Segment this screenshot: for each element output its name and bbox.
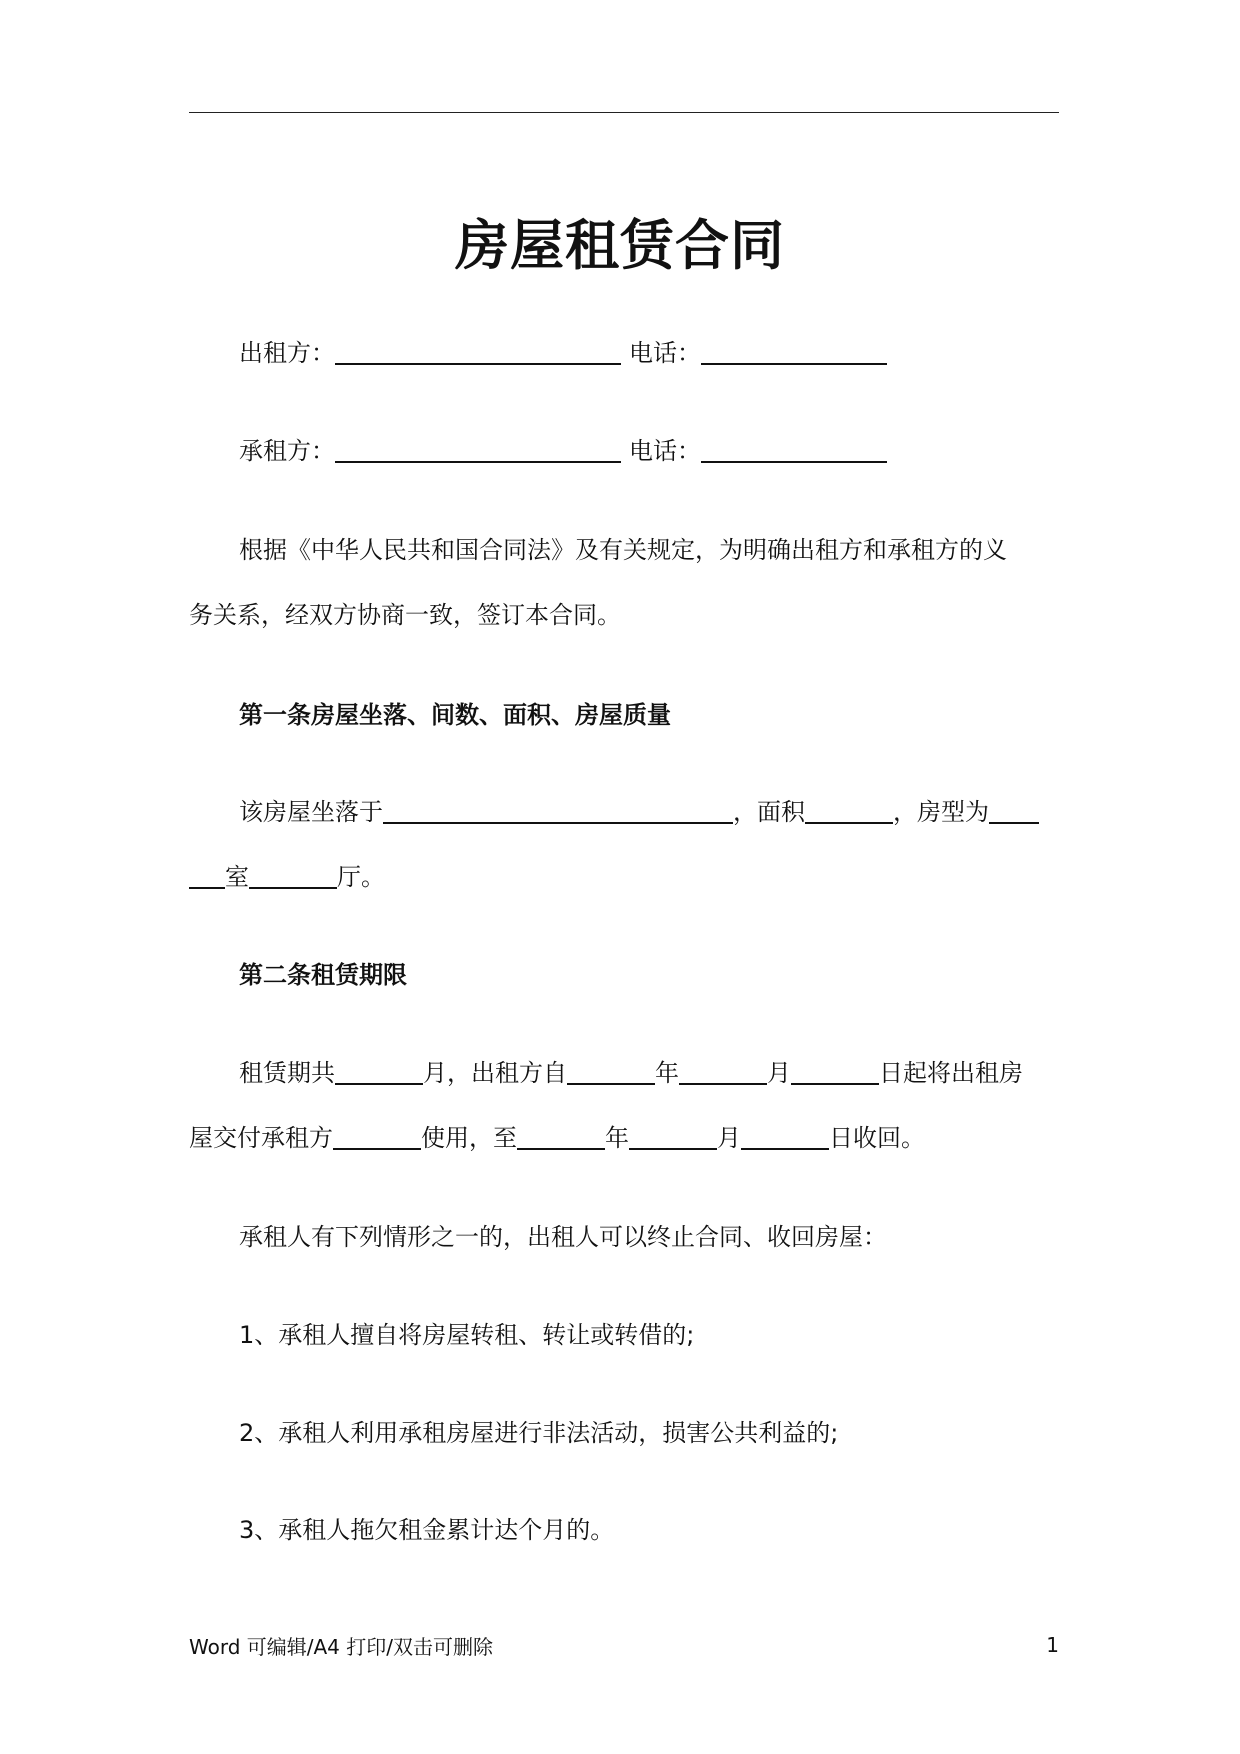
start-year-blank[interactable] [567, 1053, 655, 1085]
location-label: 该房屋坐落于 [239, 798, 383, 826]
end-day-blank[interactable] [741, 1118, 829, 1150]
lessee-name-blank[interactable] [335, 431, 621, 463]
end-day-label: 日收回。 [829, 1124, 925, 1152]
start-day-label: 日起将出租房 [879, 1059, 1023, 1087]
location-blank[interactable] [383, 792, 733, 824]
start-month-blank[interactable] [679, 1053, 767, 1085]
list-item: 3、承租人拖欠租金累计达个月的。 [239, 1516, 615, 1544]
room-type-blank-part1[interactable] [989, 792, 1039, 824]
halls-label: 厅。 [337, 863, 385, 891]
lease-months-blank[interactable] [335, 1053, 423, 1085]
halls-blank[interactable] [249, 857, 337, 889]
list-item: 2、承租人利用承租房屋进行非法活动，损害公共利益的; [239, 1419, 839, 1447]
rooms-label: 室 [225, 863, 249, 891]
area-label: ，面积 [733, 798, 805, 826]
article1-heading: 第一条房屋坐落、间数、面积、房屋质量 [239, 701, 671, 729]
usage-blank[interactable] [333, 1118, 421, 1150]
lessee-phone-blank[interactable] [701, 431, 887, 463]
article2-line2 [189, 1118, 925, 1158]
lessor-label: 出租方： [239, 339, 335, 367]
lease-term-label: 租赁期共 [239, 1059, 335, 1087]
lessor-phone-blank[interactable] [701, 333, 887, 365]
handover-label: 屋交付承租方 [189, 1124, 333, 1152]
page-number: 1 [1046, 1633, 1059, 1657]
end-year-blank[interactable] [517, 1118, 605, 1150]
intro-paragraph-line2: 务关系，经双方协商一致，签订本合同。 [189, 601, 621, 629]
room-type-blank-part2[interactable] [189, 857, 225, 889]
header-rule [189, 112, 1059, 113]
termination-intro: 承租人有下列情形之一的，出租人可以终止合同、收回房屋： [239, 1223, 887, 1251]
lessee-label: 承租方： [239, 437, 335, 465]
start-day-blank[interactable] [791, 1053, 879, 1085]
end-month-label: 月 [717, 1124, 741, 1152]
start-month-label: 月 [767, 1059, 791, 1087]
area-blank[interactable] [805, 792, 893, 824]
start-year-label: 年 [655, 1059, 679, 1087]
room-type-label: ，房型为 [893, 798, 989, 826]
article1-line2 [189, 857, 385, 897]
lessee-phone-label: 电话： [629, 437, 701, 465]
end-year-label: 年 [605, 1124, 629, 1152]
end-month-blank[interactable] [629, 1118, 717, 1150]
list-item: 1、承租人擅自将房屋转租、转让或转借的; [239, 1321, 695, 1349]
usage-until-label: 使用，至 [421, 1124, 517, 1152]
lessor-name-blank[interactable] [335, 333, 621, 365]
footer-note: Word 可编辑/A4 打印/双击可删除 [189, 1635, 494, 1659]
lessor-line [239, 333, 887, 373]
article2-heading: 第二条租赁期限 [239, 961, 407, 989]
article2-line1 [239, 1053, 1023, 1093]
document-title: 房屋租赁合同 [455, 214, 785, 277]
lease-start-label: 月，出租方自 [423, 1059, 567, 1087]
lessor-phone-label: 电话： [629, 339, 701, 367]
article1-line1 [239, 792, 1039, 832]
intro-paragraph-line1: 根据《中华人民共和国合同法》及有关规定，为明确出租方和承租方的义 [239, 536, 1007, 564]
lessee-line [239, 431, 887, 471]
